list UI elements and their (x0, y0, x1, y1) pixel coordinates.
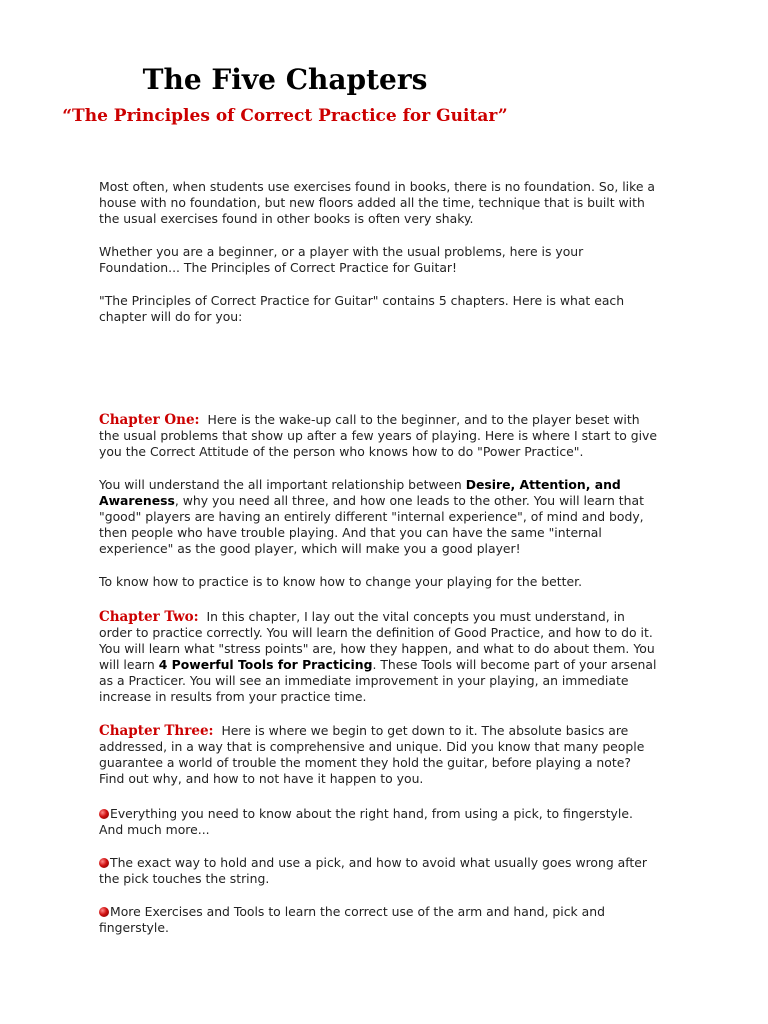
red-ball-bullet-icon (99, 907, 109, 917)
page-title: The Five Chapters (142, 63, 428, 96)
red-ball-bullet-icon (99, 858, 109, 868)
chapter-three-paragraph (99, 723, 659, 787)
chapter-one-p2-after: , why you need all three, and how one leads to the other. You will learn that "good" players are having an entirely different "internal experience", of mind and body, then people who have trouble playing. And that you can have the same "internal experience" as the good player, which will make you a good player! (99, 493, 644, 556)
chapter-two-paragraph (99, 609, 659, 705)
chapter-one-paragraph (99, 412, 659, 460)
bullet-text: Everything you need to know about the right hand, from using a pick, to fingerstyle. And much more... (99, 806, 633, 837)
chapter-one-paragraph-3: To know how to practice is to know how to change your playing for the better. (99, 574, 583, 589)
chapter-two-heading: Chapter Two: (99, 609, 199, 625)
intro-paragraph-1: Most often, when students use exercises found in books, there is no foundation. So, like a house with no foundation, but new floors added all the time, technique that is built with the usual exercises found in other books is often very shaky. (99, 179, 655, 226)
chapter-one-p2-bold: Desire, Attention, and Awareness (99, 477, 621, 508)
chapter-one-p2-before: You will understand the all important relationship between (99, 477, 466, 492)
intro-paragraph-3: "The Principles of Correct Practice for Guitar" contains 5 chapters. Here is what each chapter will do for you: (99, 293, 625, 324)
chapter-two-text-after: . These Tools will become part of your arsenal as a Practicer. You will see an immediate improvement in your playing, an immediate increase in results from your practice time. (99, 657, 657, 704)
bullet-text: More Exercises and Tools to learn the correct use of the arm and hand, pick and fingerstyle. (99, 904, 605, 935)
chapter-one-text: Here is the wake-up call to the beginner, and to the player beset with the usual problems that show up after a few years of playing. Here is where I start to give you the Correct Attitude of the person who knows how to do "Power Practice". (99, 412, 658, 459)
list-item (99, 855, 659, 887)
chapter-three-text: Here is where we begin to get down to it. The absolute basics are addressed, in a way that is comprehensive and unique. Did you know that many people guarantee a world of trouble the moment they hold the guitar, before playing a note? Find out why, and how to not have it happen to you. (99, 723, 645, 786)
chapter-one-paragraph-2 (99, 477, 659, 557)
list-item (99, 904, 659, 936)
intro-paragraph-2: Whether you are a beginner, or a player with the usual problems, here is your Foundation... The Principles of Correct Practice for Guitar! (99, 244, 584, 275)
chapter-two-text-before: In this chapter, I lay out the vital concepts you must understand, in order to practice correctly. You will learn the definition of Good Practice, and how to do it. You will learn what "stress points" are, how they happen, and what to do about them. You will learn (99, 609, 655, 672)
list-item (99, 806, 659, 838)
chapter-two-text-bold: 4 Powerful Tools for Practicing (158, 657, 373, 672)
page-subtitle: “The Principles of Correct Practice for Guitar” (62, 106, 508, 126)
chapter-one-heading: Chapter One: (99, 412, 200, 428)
red-ball-bullet-icon (99, 809, 109, 819)
bullet-text: The exact way to hold and use a pick, and how to avoid what usually goes wrong after the pick touches the string. (99, 855, 647, 886)
chapter-three-heading: Chapter Three: (99, 723, 214, 739)
